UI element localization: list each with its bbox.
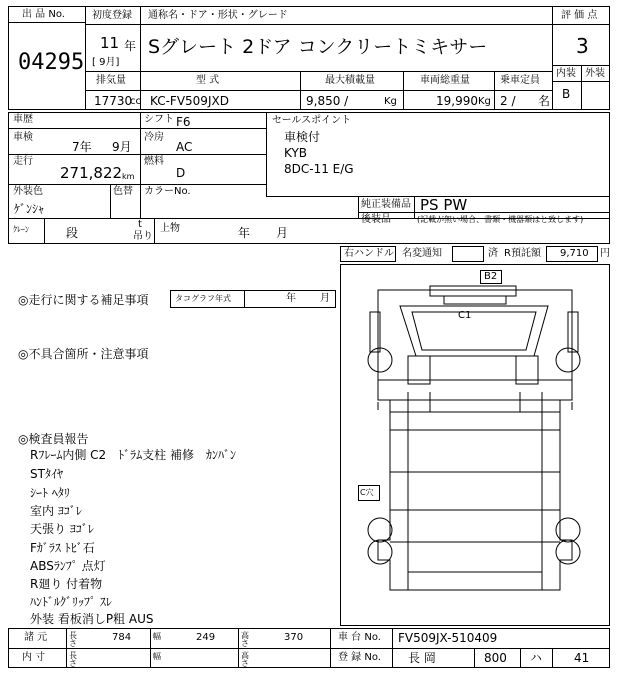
capacity-label: 乗車定員 [500,75,540,86]
mark-c-hole: C穴 [360,488,374,497]
crane-upper-label: 上物 [160,223,180,234]
lot-number: 04295 [18,50,85,75]
history-label: 車歴 [13,114,33,125]
inspector-line-3: ｼｰﾄ ﾍﾀﾘ [30,486,70,500]
equipment-label: 純正装備品 [361,199,411,210]
mark-c1: C1 [458,310,472,321]
first-reg-label: 初度登録 [92,10,132,21]
interior-grade: B [562,87,571,101]
inspector-line-10: 外装 看板消しP粗 AUS [30,612,154,626]
interior-width-label: 幅 [153,652,161,661]
grade-label: 評 価 点 [561,10,598,21]
length-value: 784 [112,632,132,643]
chassis-value: FV509JX-510409 [398,631,498,645]
dims-label: 諸 元 [24,632,48,643]
inspection-label: 車検 [13,132,33,143]
recycle-deposit-label: R預託額 [504,248,541,259]
max-load-unit: Kg [384,96,397,107]
sales-point-2: KYB [284,146,308,160]
inspector-line-1: Rﾌﾚｰﾑ内側 C2 ﾄﾞﾗﾑ支柱 補修 ｶﾝﾊﾞﾝ [30,448,236,462]
inspector-line-2: STﾀｲﾔ [30,467,63,481]
inspector-line-7: ABSﾗﾝﾌﾟ 点灯 [30,559,106,573]
interior-dims-label: 内 寸 [22,652,46,663]
grade-value: 3 [576,34,589,58]
interior-label: 内装 [556,68,576,79]
equipment-value: PS PW [420,196,468,214]
first-reg-month: [ 9月] [92,57,120,68]
fuel-label: 燃料 [144,156,164,167]
gross-weight: 19,990 [436,94,478,108]
displacement-value: 17730 [94,94,133,108]
sales-point-3: 8DC-11 E/G [284,162,354,176]
interior-length-label: 長さ [69,651,77,668]
name-change-label: 名変通知 [402,248,442,259]
color-no-label: カラーNo. [144,186,191,197]
mileage-unit: km [122,172,135,181]
sales-point-1: 車検付 [284,130,321,144]
inspector-report-label: ◎検査員報告 [18,432,89,446]
model-label: 型 式 [196,75,220,86]
reg-number: 41 [574,651,590,665]
tachograph-month: 月 [320,293,330,304]
model-code: KC-FV509JXD [150,94,229,108]
displacement-label: 排気量 [96,75,126,86]
interior-height-label: 高さ [241,651,249,668]
recycle-done: 済 [488,248,498,259]
displacement-unit: cc [130,96,141,107]
crane-hang: 吊り [133,231,153,242]
crane-month: 月 [276,226,289,240]
ac-value: AC [176,140,193,154]
color-value: ｹﾞﾝｼｬ [14,202,45,216]
reg-area: 長 岡 [408,651,436,665]
inspector-line-6: Fｶﾞﾗｽ ﾄﾋﾞ石 [30,541,95,555]
gross-weight-unit: Kg [478,96,491,107]
color-label: 外装色 [13,186,43,197]
width-label: 幅 [153,632,161,641]
inspector-line-8: R廻り 付着物 [30,577,103,591]
reg-kana: ハ [530,651,543,665]
inspector-line-5: 天張り ﾖｺﾞﾚ [30,522,94,536]
mileage-label: 走行 [13,156,33,167]
max-load-label: 最大積載量 [325,75,375,86]
crane-stage: 段 [66,226,79,240]
height-label: 高さ [241,631,249,648]
first-reg-year: 11 [100,34,120,52]
crane-year: 年 [238,226,251,240]
recycle-deposit-value: 9,710 [560,248,589,259]
shift-label: シフト [144,114,174,125]
length-label: 長さ [69,631,77,648]
gross-weight-label: 車両総重量 [420,75,470,86]
steering-label: 右ハンドル [344,248,394,259]
tachograph-label: タコグラフ年式 [175,294,231,303]
crane-label: ｸﾚｰﾝ [13,225,29,234]
ac-label: 冷房 [144,132,164,143]
mark-b2: B2 [484,271,498,282]
reg-class: 800 [484,651,507,665]
tachograph-year: 年 [286,293,296,304]
inspection-year: 7年 [72,140,92,154]
height-value: 370 [284,632,304,643]
exterior-label: 外装 [585,68,605,79]
model-name: Sグレート 2ドア コンクリートミキサー [148,36,488,58]
defects-label: ◎不具合箇所・注意事項 [18,347,149,361]
shift-value: F6 [176,115,191,129]
year-unit: 年 [124,39,137,53]
inspector-line-9: ﾊﾝﾄﾞﾙｸﾞﾘｯﾌﾟ ｽﾚ [30,595,112,609]
model-name-label: 通称名・ドア・形状・グレード [148,10,288,21]
fuel-value: D [176,166,186,180]
crane-ton: t [138,219,142,230]
running-notes-label: ◎走行に関する補足事項 [18,293,149,307]
capacity-unit: 名 [538,94,551,108]
sales-points-label: セールスポイント [272,115,352,126]
aftermarket-note: (記載が無い場合、書類・機器類はと致します) [417,215,584,224]
yen-unit: 円 [600,248,610,259]
color-change-label: 色替 [113,186,133,197]
capacity-value: 2 / [500,94,516,108]
name-change-box [452,246,484,262]
reg-label: 登 録 No. [338,652,381,663]
inspection-month: 9月 [112,140,132,154]
lot-label: 出 品 No. [22,9,65,20]
chassis-label: 車 台 No. [338,632,381,643]
inspector-line-4: 室内 ﾖｺﾞﾚ [30,504,82,518]
max-load: 9,850 / [306,94,349,108]
truck-diagram-frame [340,264,610,626]
width-value: 249 [196,632,216,643]
aftermarket-label: 後装品 [361,214,391,225]
mileage-value: 271,822 [60,164,123,182]
